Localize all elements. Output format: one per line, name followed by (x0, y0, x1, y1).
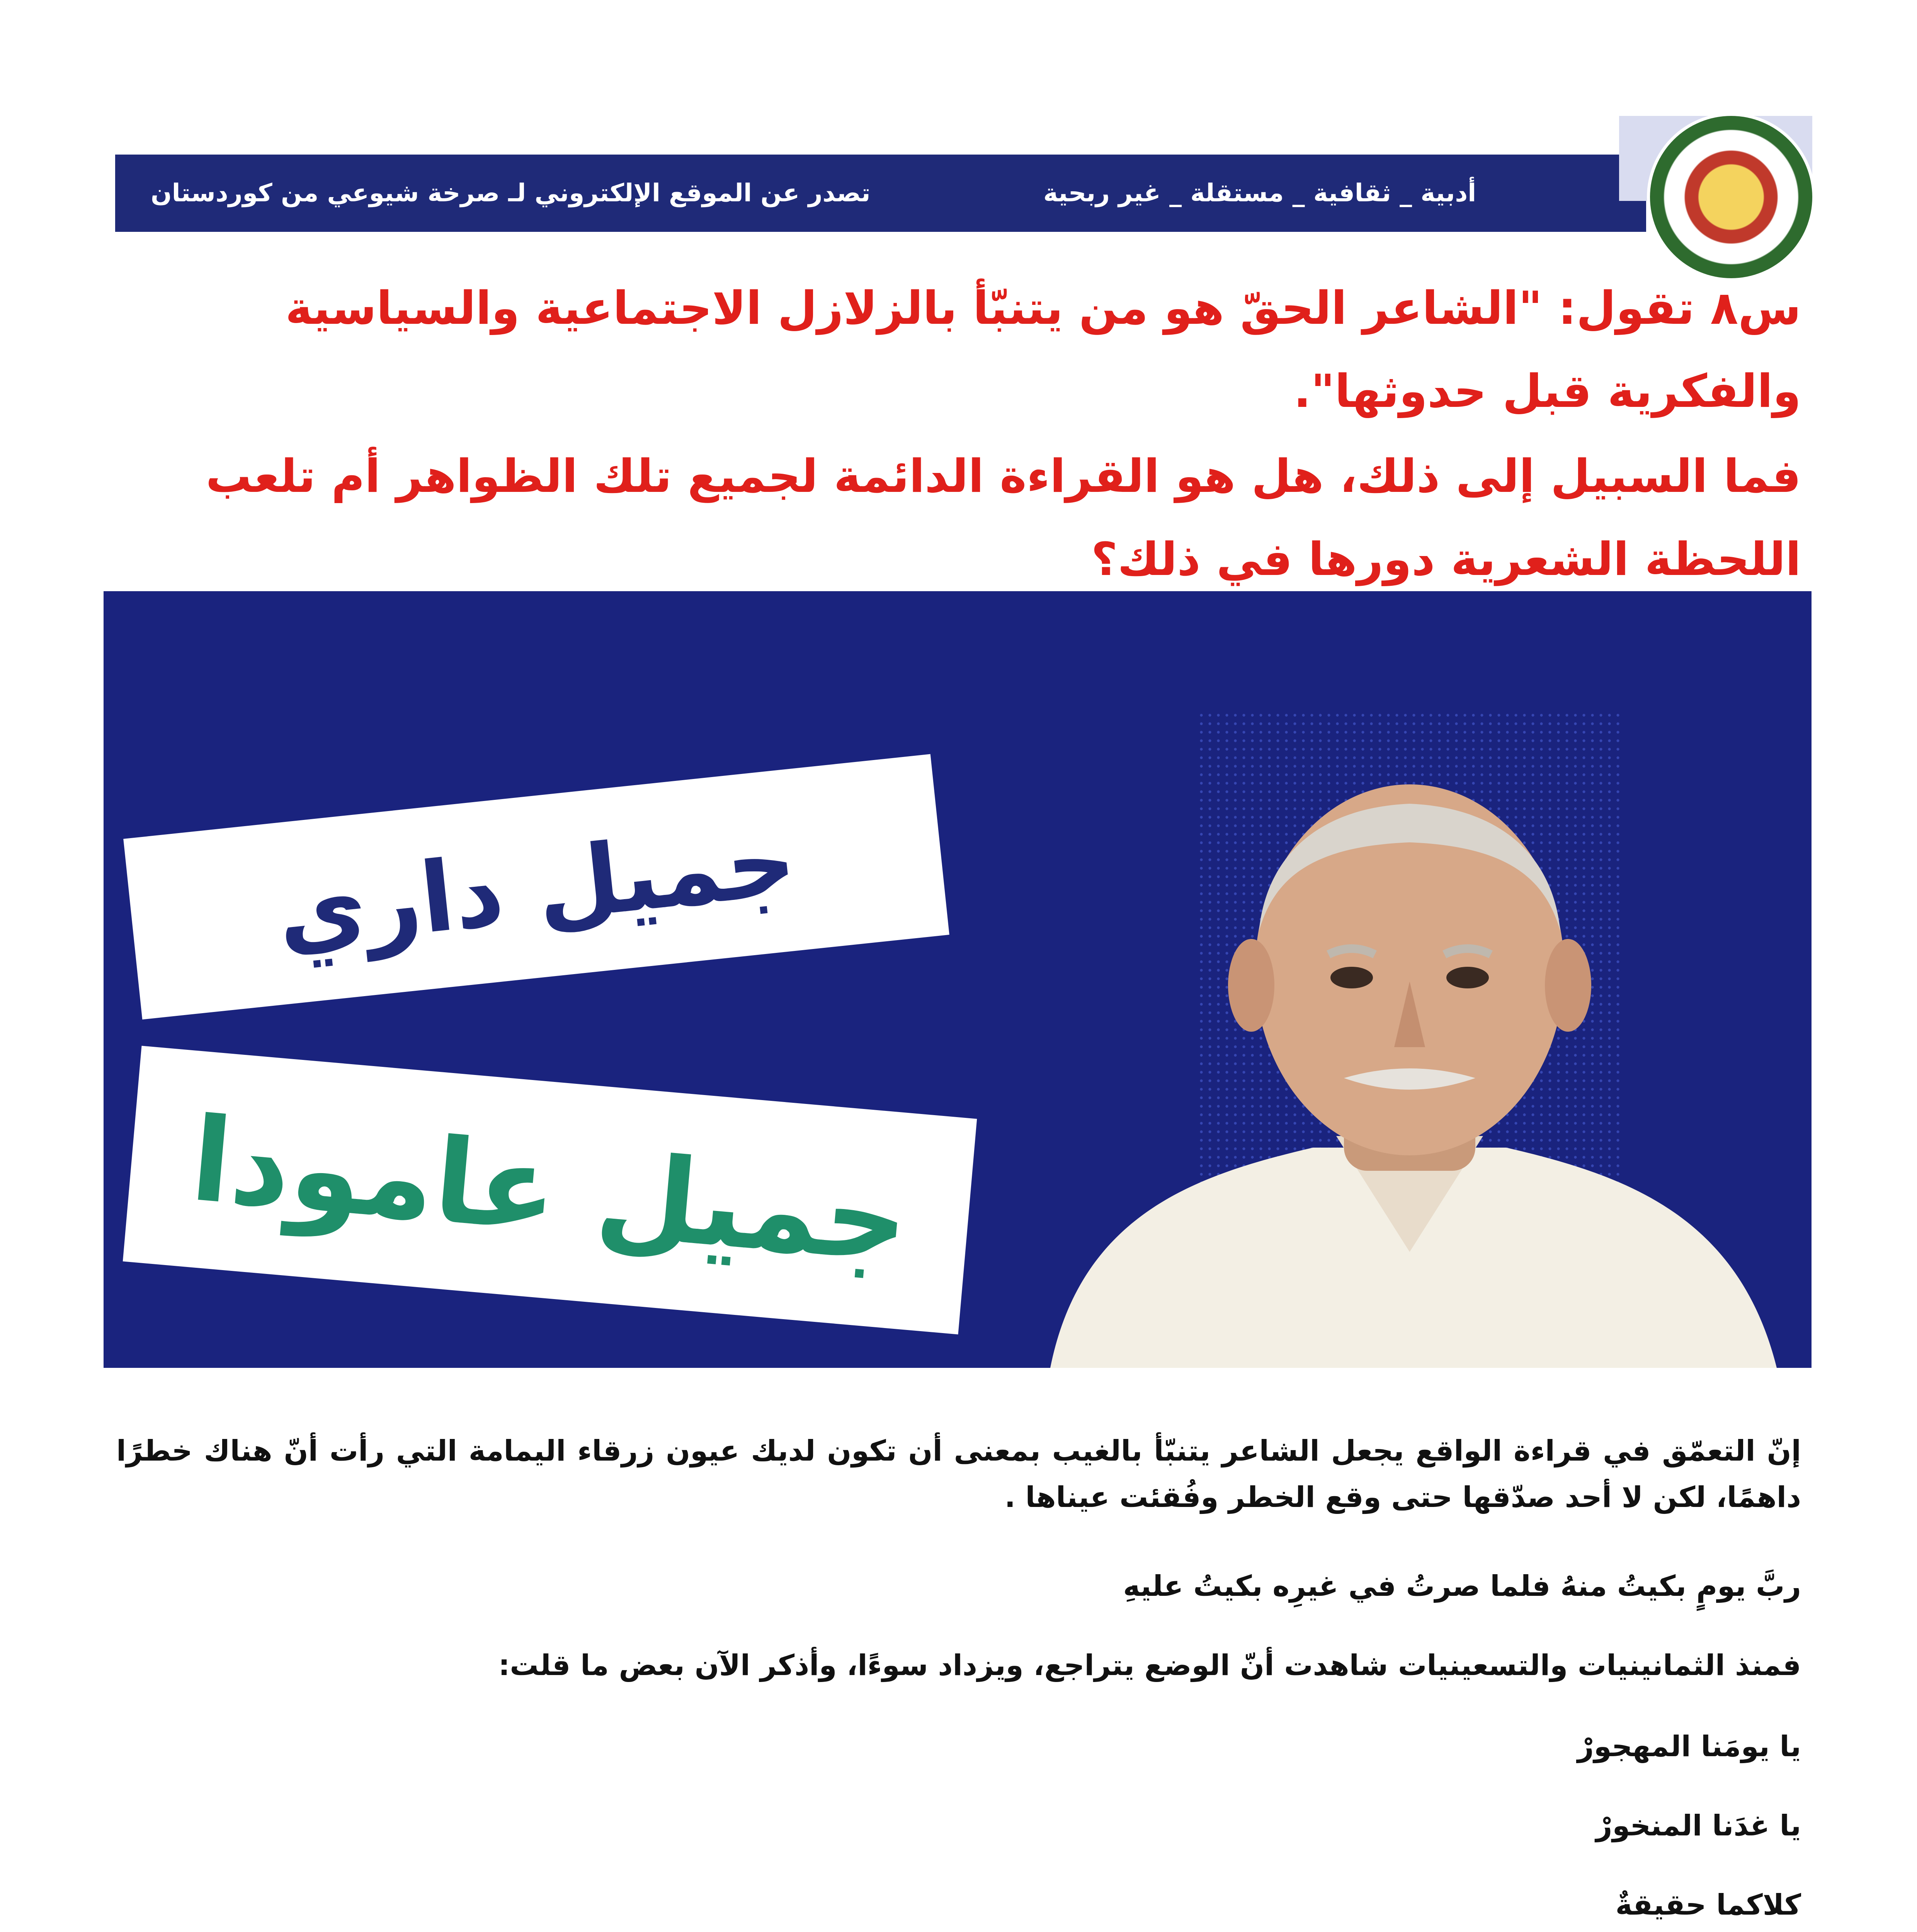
body-paragraph-2: فمنذ الثمانينيات والتسعينيات شاهدت أنّ الوضع يتراجع، ويزداد سوءًا، وأذكر الآن بعض ما قلت: (498, 1649, 1801, 1682)
poet-portrait (1004, 730, 1812, 1368)
header-publisher: تصدر عن الموقع الإلكتروني لـ صرخة شيوعي من كوردستان (151, 179, 871, 207)
header-tagline: أدبية _ ثقافية _ مستقلة _ غير ربحية (1043, 179, 1476, 207)
magazine-logo (1650, 116, 1812, 278)
name-strip-bottom: جميل عامودا (123, 1046, 977, 1335)
question-line-1: س٨ تقول: "الشاعر الحقّ هو من يتنبّأ بالزلازل الاجتماعية والسياسية والفكرية قبل حدوثها". (285, 281, 1801, 418)
body-paragraph-1: إنّ التعمّق في قراءة الواقع يجعل الشاعر يتنبّأ بالغيب بمعنى أن تكون لديك عيون زرقاء اليمامة التي رأت أنّ هناك خطرًا داهمًا، لكن لا أحد صدّقها حتى وقع الخطر وفُقئت عيناها . (116, 1434, 1801, 1514)
poet-photo (104, 591, 1812, 1368)
poem1-line-2: يا غدَنا المنخورْ (1596, 1809, 1801, 1842)
verse-line: ربَّ يومٍ بكيتُ منهُ فلما صرتُ في غيرِه بكيتُ عليهِ (1123, 1570, 1801, 1603)
question-line-2: فما السبيل إلى ذلك، هل هو القراءة الدائمة لجميع تلك الظواهر أم تلعب اللحظة الشعرية دورها في ذلك؟ (206, 449, 1801, 586)
name-strip-top: جميل داري (123, 754, 949, 1020)
poem1-line-3: كلاكما حقيقةٌ (1615, 1888, 1801, 1922)
poem1-line-1: يا يومَنا المهجورْ (1577, 1730, 1801, 1763)
